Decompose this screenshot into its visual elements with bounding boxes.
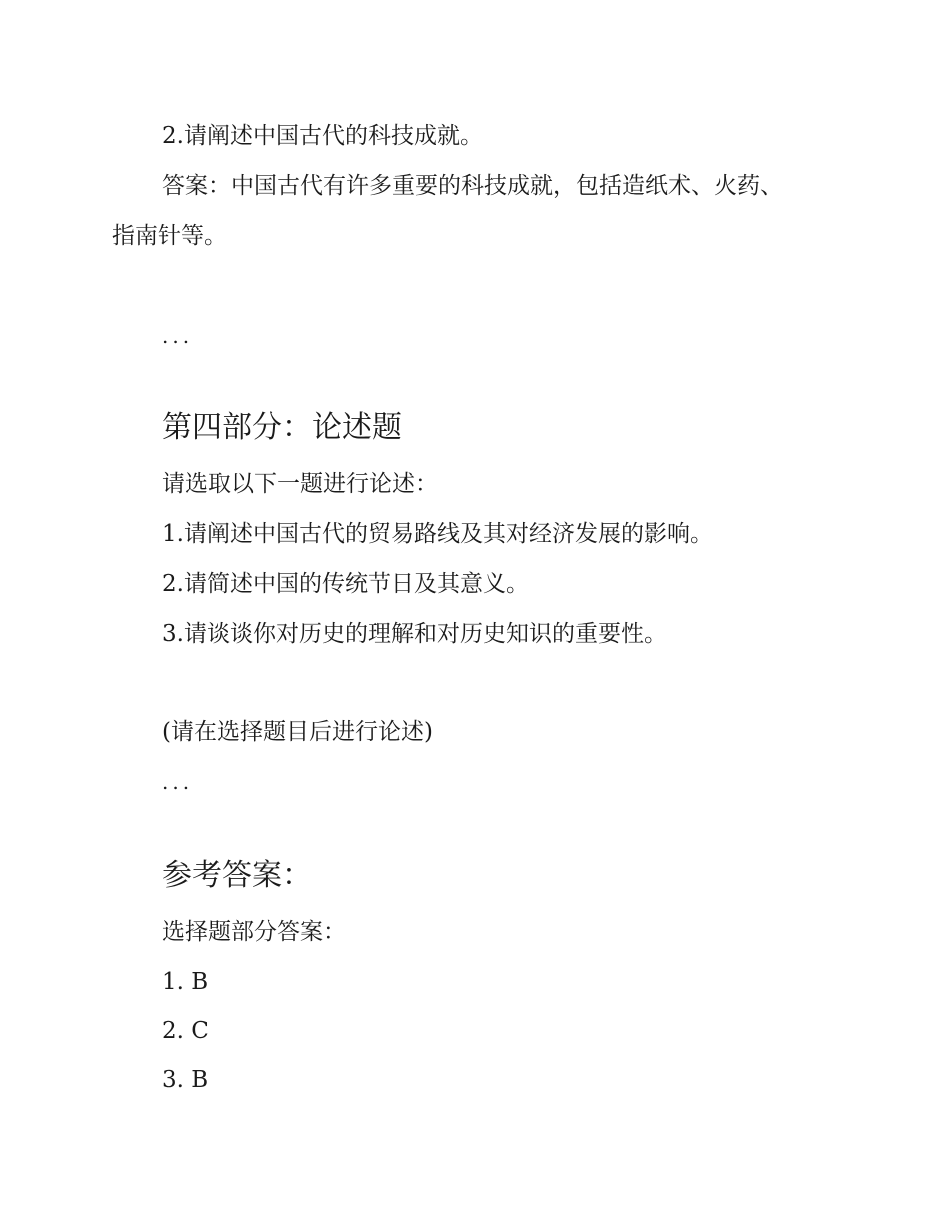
- ellipsis-2: ...: [162, 770, 194, 794]
- answer-item-1: 1. B: [162, 969, 209, 995]
- answer-item-2: 2. C: [162, 1018, 209, 1044]
- section-4-title: 第四部分：论述题: [162, 410, 402, 445]
- answers-subtitle: 选择题部分答案：: [162, 919, 346, 945]
- ellipsis-1: ...: [162, 324, 194, 348]
- answer-2-line-1: 答案：中国古代有许多重要的科技成就，包括造纸术、火药、: [162, 173, 783, 199]
- essay-option-1: 1.请阐述中国古代的贸易路线及其对经济发展的影响。: [162, 521, 713, 547]
- essay-option-2: 2.请简述中国的传统节日及其意义。: [162, 571, 529, 597]
- section-4-instruction: 请选取以下一题进行论述：: [162, 471, 438, 497]
- essay-note: (请在选择题目后进行论述): [162, 719, 433, 745]
- answers-title: 参考答案：: [162, 858, 312, 893]
- question-2-text: 2.请阐述中国古代的科技成就。: [162, 123, 483, 149]
- answer-item-3: 3. B: [162, 1067, 209, 1093]
- essay-option-3: 3.请谈谈你对历史的理解和对历史知识的重要性。: [162, 621, 667, 647]
- answer-2-line-2: 指南针等。: [112, 223, 227, 249]
